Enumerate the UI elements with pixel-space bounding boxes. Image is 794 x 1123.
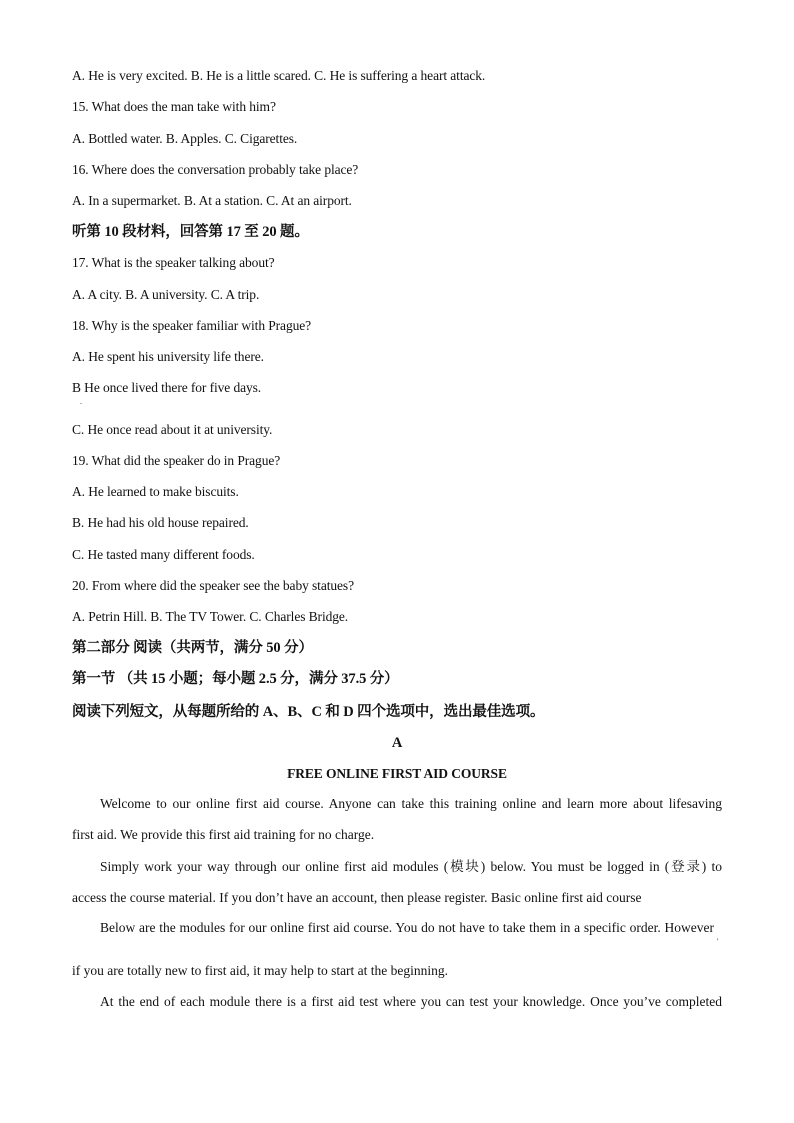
q17-options: A. A city. B. A university. C. A trip. <box>72 287 260 302</box>
paragraph-2-line-2: access the course material. If you don’t have an account, then please register. Basic online first aid course <box>72 890 642 905</box>
q20-options: A. Petrin Hill. B. The TV Tower. C. Charles Bridge. <box>72 609 349 624</box>
q15-question: 15. What does the man take with him? <box>72 99 276 114</box>
paragraph-3-line-1: Below are the modules for our online first aid course. You do not have to take them in a specific order. However <box>100 920 714 935</box>
paragraph-4-line-1: At the end of each module there is a first aid test where you can test your knowledge. Once you’ve completed <box>100 994 722 1009</box>
paragraph-3-line-2: if you are totally new to first aid, it may help to start at the beginning. <box>72 963 449 978</box>
q18-option-a: A. He spent his university life there. <box>72 349 264 364</box>
q18-option-b: B He once lived there for five days. <box>72 380 262 395</box>
stray-mark: . <box>80 397 82 406</box>
q18-option-c: C. He once read about it at university. <box>72 422 273 437</box>
passage-letter: A <box>391 735 403 751</box>
q19-option-b: B. He had his old house repaired. <box>72 515 249 530</box>
stray-mark: ' <box>717 937 719 946</box>
q16-options: A. In a supermarket. B. At a station. C. At an airport. <box>72 193 352 208</box>
q14-options: A. He is very excited. B. He is a little scared. C. He is suffering a heart attack. <box>72 68 486 83</box>
q19-option-c: C. He tasted many different foods. <box>72 547 255 562</box>
q19-question: 19. What did the speaker do in Prague? <box>72 453 281 468</box>
q16-question: 16. Where does the conversation probably take place? <box>72 162 359 177</box>
reading-instruction: 阅读下列短文，从每题所给的 A、B、C 和 D 四个选项中，选出最佳选项。 <box>72 704 545 720</box>
section1-heading: 第一节 （共 15 小题；每小题 2.5 分，满分 37.5 分） <box>72 671 399 687</box>
paragraph-2-line-1: Simply work your way through our online first aid modules (模块) below. You must be logged in (登录) to <box>100 859 722 874</box>
passage-title: FREE ONLINE FIRST AID COURSE <box>287 766 507 781</box>
paragraph-1-line-1: Welcome to our online first aid course. Anyone can take this training online and learn more about lifesaving <box>100 796 722 811</box>
q19-option-a: A. He learned to make biscuits. <box>72 484 239 499</box>
paragraph-1-line-2: first aid. We provide this first aid training for no charge. <box>72 827 375 842</box>
q20-question: 20. From where did the speaker see the baby statues? <box>72 578 354 593</box>
section10-instruction: 听第 10 段材料，回答第 17 至 20 题。 <box>72 224 309 240</box>
q18-question: 18. Why is the speaker familiar with Prague? <box>72 318 312 333</box>
part2-heading: 第二部分 阅读（共两节，满分 50 分） <box>72 640 313 656</box>
q17-question: 17. What is the speaker talking about? <box>72 255 275 270</box>
q15-options: A. Bottled water. B. Apples. C. Cigarettes. <box>72 131 298 146</box>
